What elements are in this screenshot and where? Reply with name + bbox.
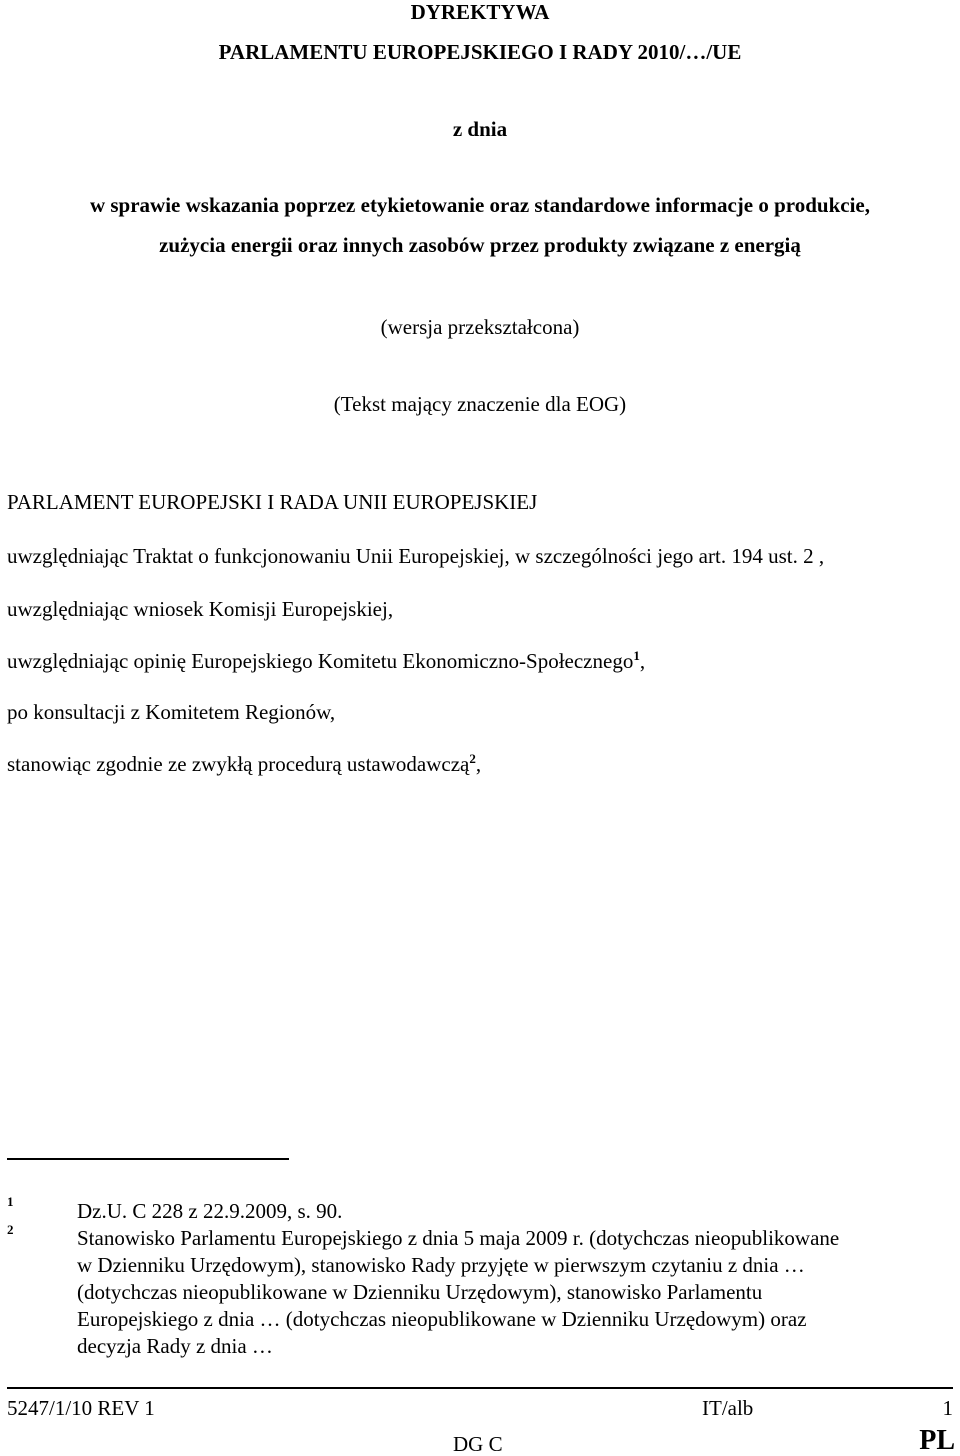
institutions-heading: PARLAMENT EUROPEJSKI I RADA UNII EUROPEJSKIEJ bbox=[7, 490, 538, 514]
citation-esc-comma: , bbox=[639, 649, 646, 673]
citation-procedure bbox=[7, 752, 481, 776]
footnote-1-line-1: Dz.U. C 228 z 22.9.2009, s. 90. bbox=[77, 1199, 343, 1223]
citation-procedure-comma: , bbox=[475, 752, 482, 776]
footnote-2-line-4: Europejskiego z dnia … (dotychczas nieopublikowane w Dzienniku Urzędowym) oraz bbox=[77, 1307, 807, 1331]
footnote-2-line-3: (dotychczas nieopublikowane w Dzienniku Urzędowym), stanowisko Parlamentu bbox=[77, 1280, 763, 1304]
eea-note: (Tekst mający znaczenie dla EOG) bbox=[333, 392, 627, 416]
citation-esc bbox=[7, 649, 645, 673]
citation-esc-text: uwzględniając opinię Europejskiego Komitetu Ekonomiczno-Społecznego bbox=[7, 649, 634, 673]
footnote-2-line-1: Stanowisko Parlamentu Europejskiego z dnia 5 maja 2009 r. (dotychczas nieopublikowane bbox=[77, 1226, 840, 1250]
citation-regions: po konsultacji z Komitetem Regionów, bbox=[7, 700, 336, 724]
footnote-ref-2[interactable]: 2 bbox=[469, 751, 476, 766]
recast-note: (wersja przekształcona) bbox=[380, 315, 580, 339]
author-initials: IT/alb bbox=[702, 1396, 754, 1420]
subject-line-1: w sprawie wskazania poprzez etykietowanie oraz standardowe informacje o produkcie, bbox=[89, 193, 871, 217]
citation-procedure-text: stanowiąc zgodnie ze zwykłą procedurą ustawodawczą bbox=[7, 752, 470, 776]
footnote-separator bbox=[7, 1158, 289, 1160]
language-code: PL bbox=[919, 1425, 955, 1456]
footnote-ref-1[interactable]: 1 bbox=[633, 648, 640, 663]
citation-commission: uwzględniając wniosek Komisji Europejskiej, bbox=[7, 597, 394, 621]
document-type: DYREKTYWA bbox=[410, 0, 550, 24]
footnote-number-2: 2 bbox=[7, 1222, 14, 1237]
document-reference: 5247/1/10 REV 1 bbox=[7, 1396, 155, 1420]
footnote-2-line-2: w Dzienniku Urzędowym), stanowisko Rady przyjęte w pierwszym czytaniu z dnia … bbox=[77, 1253, 805, 1277]
date-line: z dnia bbox=[452, 117, 508, 141]
page-number: 1 bbox=[942, 1396, 953, 1420]
footer-rule bbox=[7, 1387, 953, 1389]
footnote-number-1: 1 bbox=[7, 1194, 14, 1209]
citation-treaty: uwzględniając Traktat o funkcjonowaniu Unii Europejskiej, w szczególności jego art. 194 ust. 2 , bbox=[7, 544, 825, 568]
directorate-general: DG C bbox=[453, 1432, 503, 1456]
footnote-2-line-5: decyzja Rady z dnia … bbox=[77, 1334, 273, 1358]
document-title: PARLAMENTU EUROPEJSKIEGO I RADY 2010/…/UE bbox=[218, 40, 742, 64]
subject-line-2: zużycia energii oraz innych zasobów przez produkty związane z energią bbox=[159, 233, 801, 257]
